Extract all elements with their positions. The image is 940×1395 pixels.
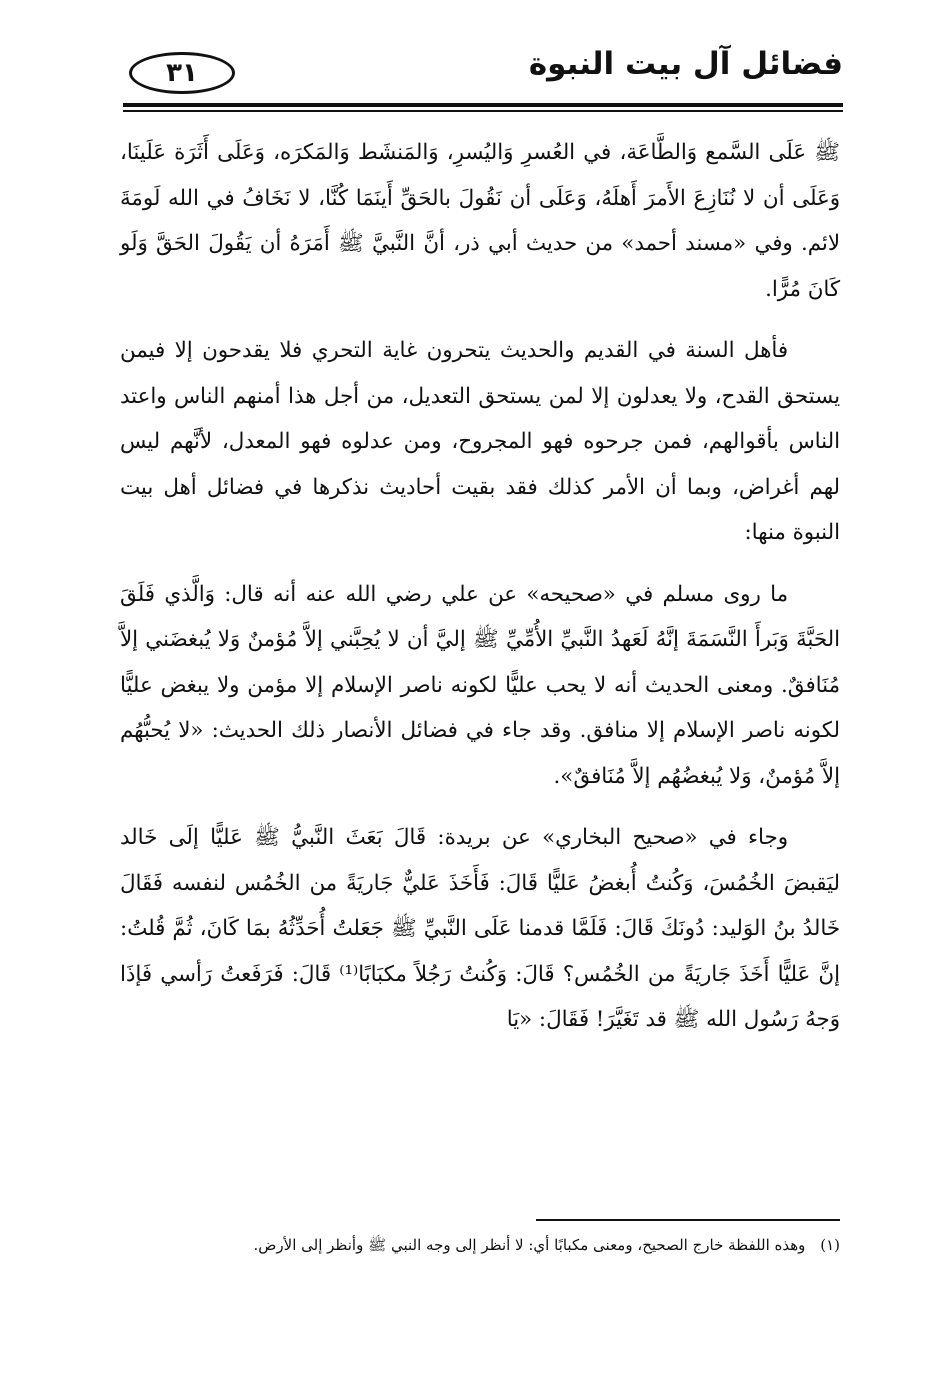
footnote-text: وهذه اللفظة خارج الصحيح، ومعنى مكبابًا أي: لا أنظر إلى وجه النبي ﷺ وأنظر إلى الأرض. [253, 1236, 806, 1254]
paragraph-bukhari-hadith: وجاء في «صحيح البخاري» عن بريدة: قَالَ بَعَثَ النَّبيُّ ﷺ عَليًّا إلَى خَالد ليَقبضَ الخُمُسَ، وَكُنتُ أُبغضُ عَليًّا قَالَ: فَأَخَذَ عَليٌّ جَاريَةً من الخُمُس لنفسه فَقَالَ خَالدُ بنُ الوَليد: دُونَكَ قَالَ: فَلَمَّا قدمنا عَلَى النَّبيِّ ﷺ جَعَلتُ أُحَدِّثُهُ بمَا كَانَ، ثُمَّ قُلتُ: إنَّ عَليًّا أَخَذَ جَاريَةً من الخُمُس؟ قَالَ: وَكُنتُ رَجُلاً مكبَابًا⁽¹⁾ قَالَ: فَرَفَعتُ رَأسي فَإذَا وَجهُ رَسُول الله ﷺ قد تَغَيَّرَ! فَقَالَ: «يَا [120, 825, 840, 1032]
page-number: ٣١ [166, 58, 198, 88]
header-rule-thin [123, 110, 843, 112]
footnote [120, 1233, 840, 1257]
footnote-separator [536, 1219, 840, 1221]
page-header [123, 40, 843, 120]
paragraph-muslim-hadith: ما روى مسلم في «صحيحه» عن علي رضي الله عنه أنه قال: وَالَّذي فَلَقَ الحَبَّةَ وَبَرأَ النَّسَمَةَ إنَّهُ لَعَهدُ النَّبيِّ الأُمِّيِّ ﷺ إليَّ أن لا يُحِبَّني إلاَّ مُؤمنٌ وَلا يُبغضَني إلاَّ مُنَافقٌ. ومعنى الحديث أنه لا يحب عليًّا لكونه ناصر الإسلام إلا مؤمن ولا يبغض عليًّا لكونه ناصر الإسلام إلا منافق. وقد جاء في فضائل الأنصار ذلك الحديث: «لا يُحبُّهُم إلاَّ مُؤمنٌ، وَلا يُبغضُهُم إلاَّ مُنَافقٌ». [120, 581, 840, 789]
footnote-number: (١) [820, 1236, 840, 1254]
header-rule-thick [123, 103, 843, 107]
paragraph-ahl-al-sunna: فأهل السنة في القديم والحديث يتحرون غاية التحري فلا يقدحون إلا فيمن يستحق القدح، ولا يعدلون إلا لمن يستحق التعديل، من أجل هذا أمنهم الناس واعتد الناس بأقوالهم، فمن جرحوه فهو المجروح، ومن عدلوه فهو المعدل، لأنَّهم ليس لهم أغراض، وبما أن الأمر كذلك فقد بقيت أحاديث نذكرها في فضائل أهل بيت النبوة منها: [120, 338, 840, 545]
page-body [120, 130, 840, 1059]
paragraph-continuation: ﷺ عَلَى السَّمع وَالطَّاعَة، في العُسرِ وَاليُسرِ، وَالمَنشَط وَالمَكرَه، وَعَلَى أَثَرَة عَلَينَا، وَعَلَى أن لا نُنَازِعَ الأَمرَ أَهلَهُ، وَعَلَى أن نَقُولَ بالحَقِّ أَينَمَا كُنَّا، لا نَخَافُ في الله لَومَةَ لائم. وفي «مسند أحمد» من حديث أبي ذر، أنَّ النَّبيَّ ﷺ أَمَرَهُ أن يَقُولَ الحَقَّ وَلَو كَانَ مُرًّا. [120, 140, 840, 302]
running-title: فضائل آل بيت النبوة [528, 46, 843, 82]
page-number-oval [129, 52, 235, 94]
